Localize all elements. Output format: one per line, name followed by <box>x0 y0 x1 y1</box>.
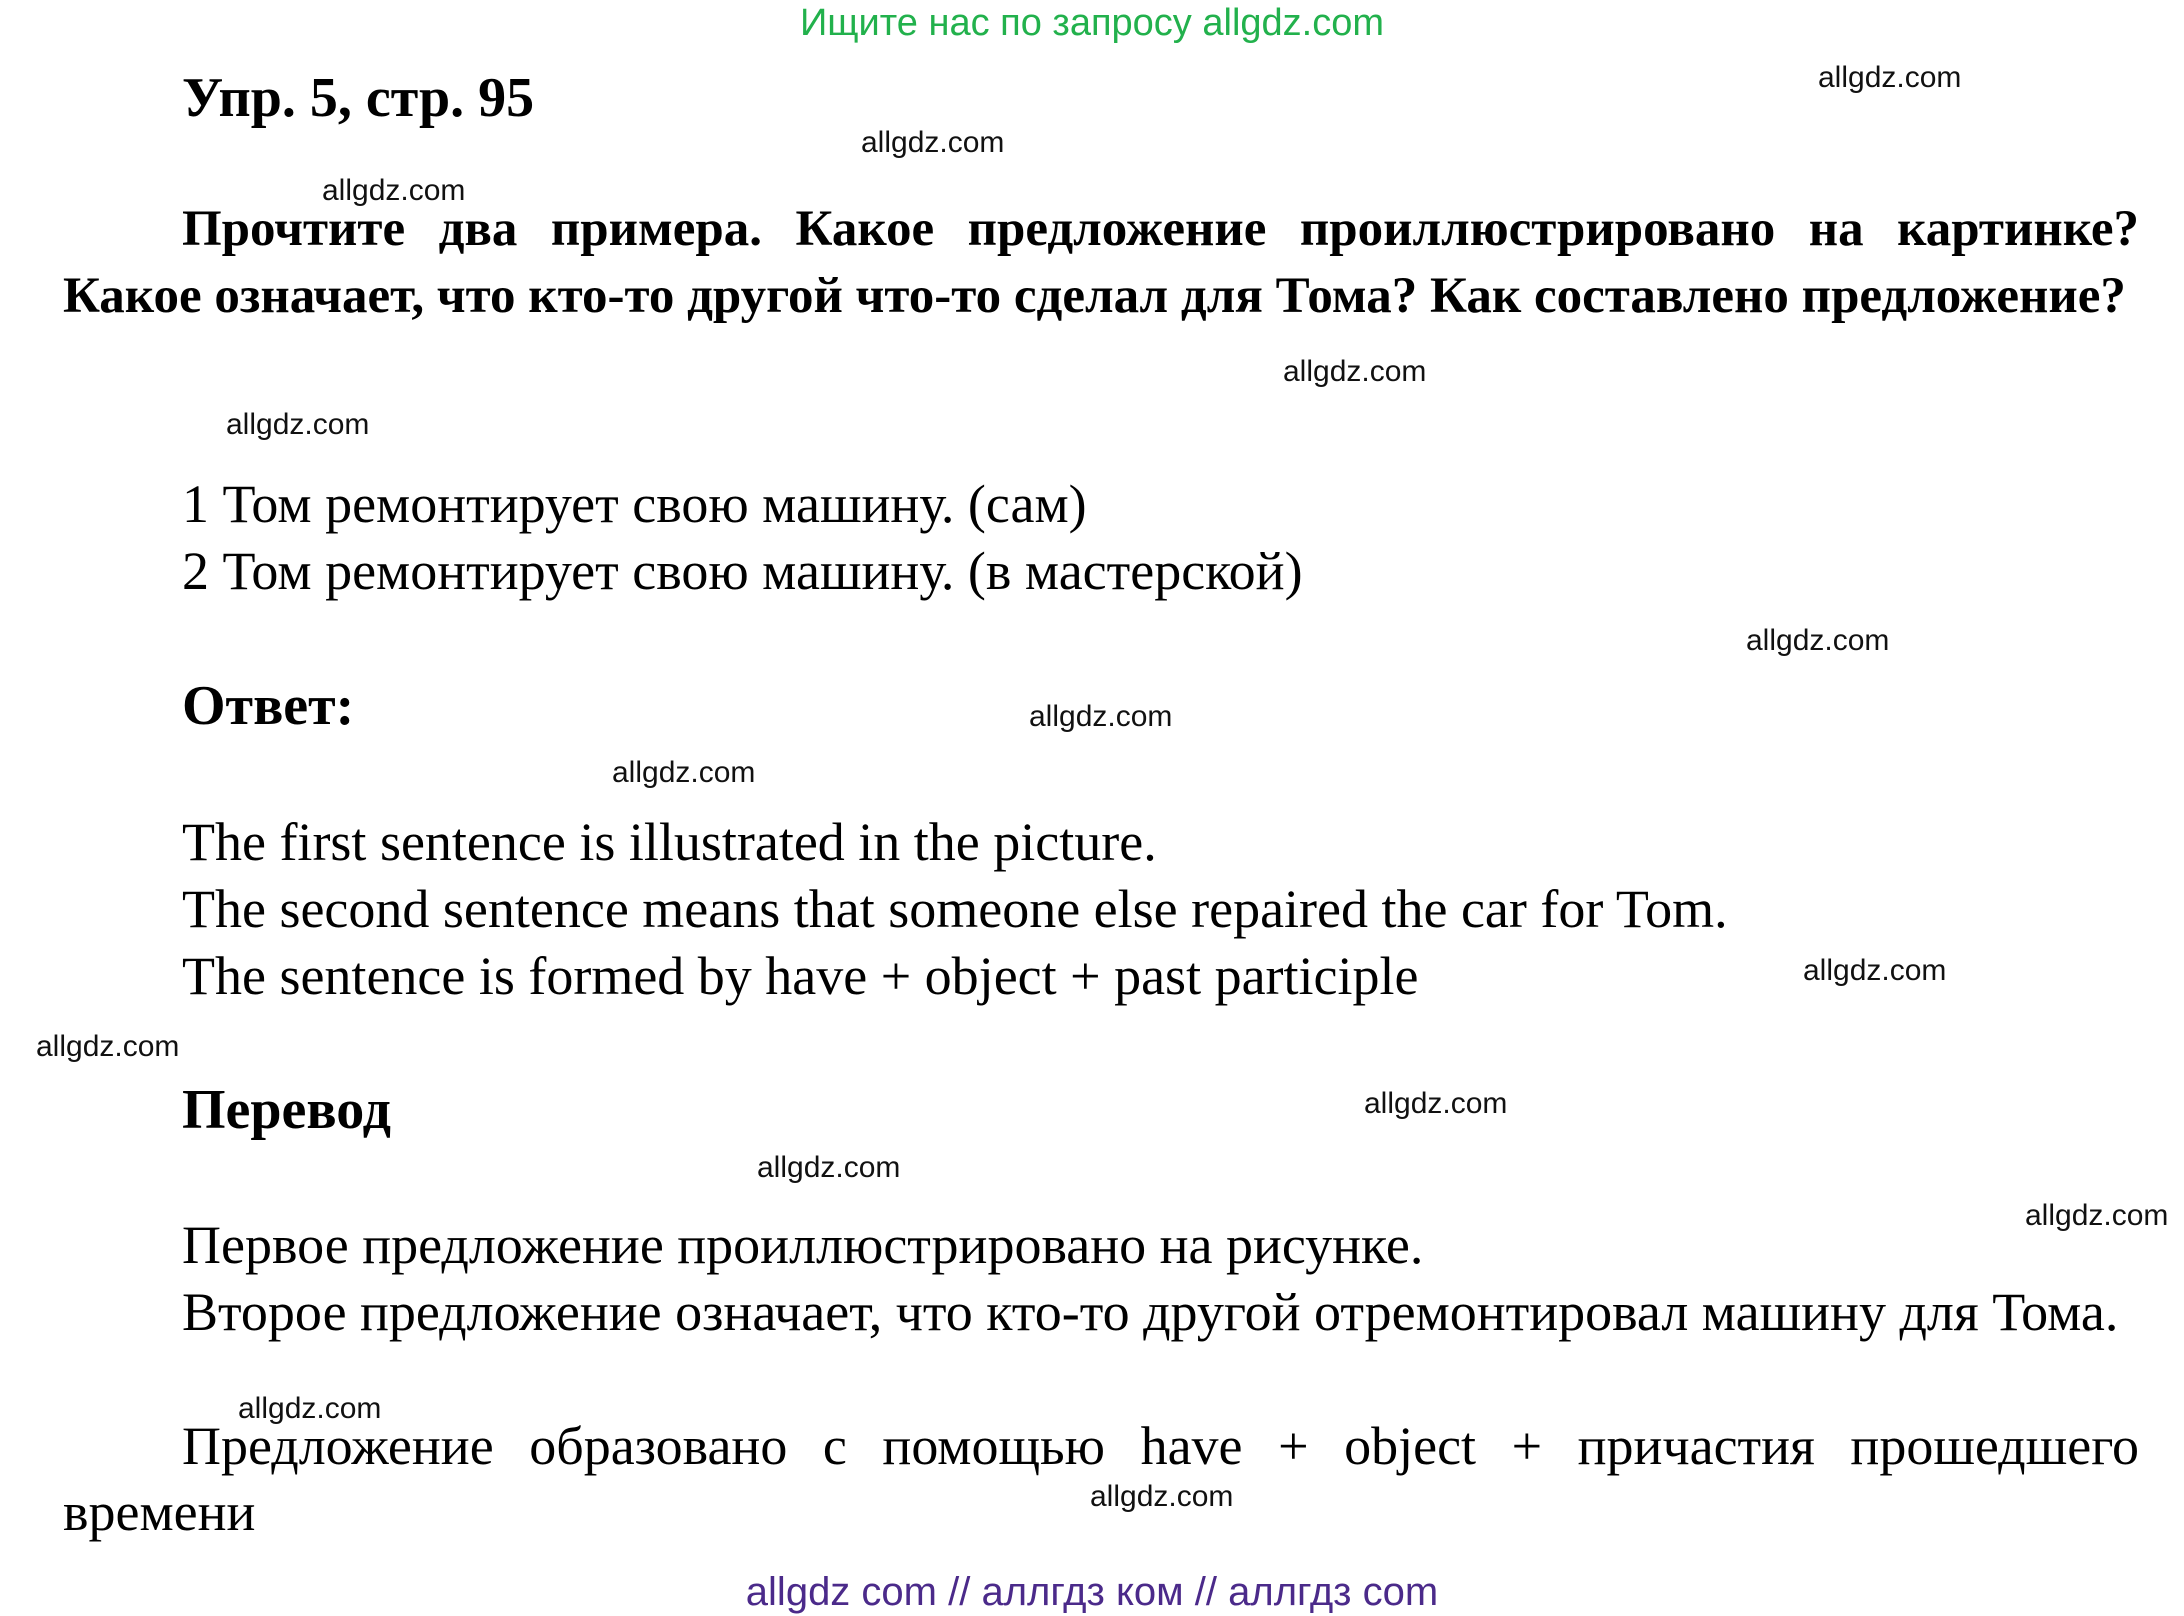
translation-paragraph-2: Второе предложение означает, что кто-то другой отремонтировал машину для Тома. <box>182 1282 2119 1342</box>
watermark: allgdz.com <box>1090 1480 1234 1513</box>
watermark: allgdz.com <box>1283 355 1427 388</box>
exercise-title: Упр. 5, стр. 95 <box>182 67 535 129</box>
watermark: allgdz.com <box>1364 1087 1508 1120</box>
translation-heading: Перевод <box>182 1079 391 1141</box>
watermark: allgdz.com <box>1746 624 1890 657</box>
watermark: allgdz.com <box>226 408 370 441</box>
example-1: 1 Том ремонтирует свою машину. (сам) <box>182 474 1087 534</box>
watermark: allgdz.com <box>1029 700 1173 733</box>
watermark: allgdz.com <box>2025 1199 2169 1232</box>
translation-paragraph-1: Первое предложение проиллюстрировано на рисунке. <box>182 1215 1424 1275</box>
answer-line-3: The sentence is formed by have + object + past participle <box>182 946 1419 1006</box>
watermark: allgdz.com <box>36 1030 180 1063</box>
answer-line-1: The first sentence is illustrated in the picture. <box>182 812 1157 872</box>
watermark: allgdz.com <box>1803 954 1947 987</box>
watermark: allgdz.com <box>1818 61 1962 94</box>
watermark: allgdz.com <box>322 174 466 207</box>
task-text: Прочтите два примера. Какое предложение проиллюстрировано на картинке? Какое означает, что кто-то другой что-то сделал для Тома? Как составлено предложение? <box>63 201 2139 324</box>
example-2: 2 Том ремонтирует свою машину. (в мастерской) <box>182 541 1303 601</box>
footer-links[interactable]: allgdz com // аллгдз ком // аллгдз com <box>745 1570 1439 1614</box>
watermark: allgdz.com <box>612 756 756 789</box>
watermark: allgdz.com <box>757 1151 901 1184</box>
answer-heading: Ответ: <box>182 675 355 737</box>
answer-line-2: The second sentence means that someone else repaired the car for Tom. <box>182 879 1728 939</box>
translation-paragraph-3: Предложение образовано с помощью have + object + причастия прошедшего времени <box>63 1416 2139 1542</box>
watermark: allgdz.com <box>861 126 1005 159</box>
top-banner[interactable]: Ищите нас по запросу allgdz.com <box>799 2 1384 44</box>
watermark: allgdz.com <box>238 1392 382 1425</box>
